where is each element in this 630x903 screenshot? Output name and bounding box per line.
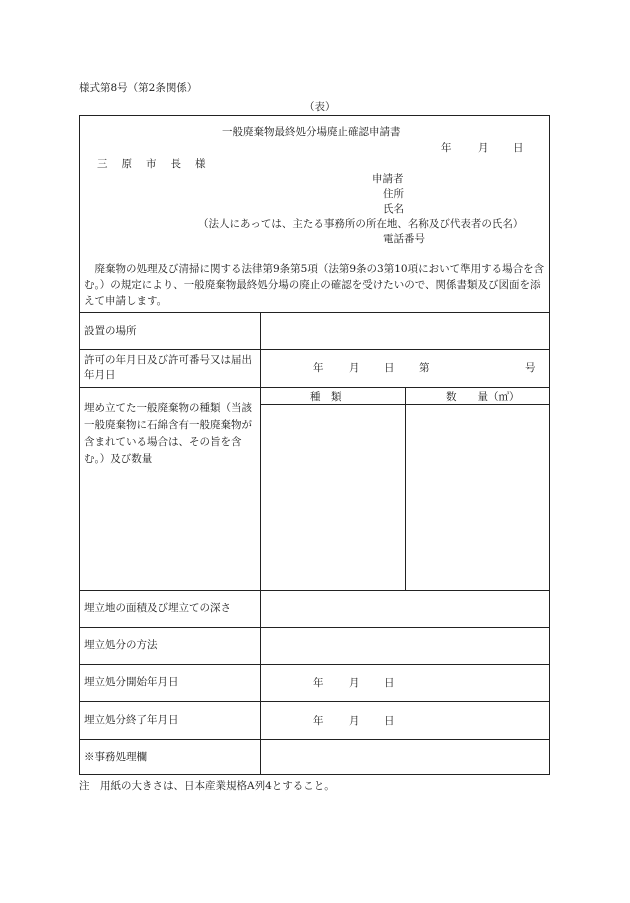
row-start-date-label: 埋立処分開始年月日	[84, 676, 179, 688]
permit-year-label: 年	[313, 362, 324, 374]
office-use-field	[261, 740, 549, 774]
row-divider	[79, 387, 550, 388]
permit-number-suffix: 号	[525, 362, 536, 374]
date-year-label: 年	[441, 142, 452, 154]
waste-type-column-header: 種 類	[310, 391, 342, 403]
permit-field[interactable]	[261, 350, 549, 386]
permit-number-prefix: 第	[419, 362, 430, 374]
side-label: （表）	[304, 101, 336, 113]
end-date-field[interactable]	[261, 702, 549, 738]
form-title: 一般廃棄物最終処分場廃止確認申請書	[222, 126, 401, 138]
applicant-address-label: 住所	[383, 188, 404, 200]
addressee: 三原市長様	[97, 158, 220, 170]
row-area-depth-label: 埋立地の面積及び埋立ての深さ	[84, 602, 231, 614]
start-month-label: 月	[349, 677, 360, 689]
date-month-label: 月	[478, 142, 489, 154]
applicant-label: 申請者	[372, 173, 404, 185]
row-method-label: 埋立処分の方法	[84, 639, 158, 651]
form-id: 様式第8号（第2条関係）	[79, 82, 198, 94]
area-depth-field[interactable]	[261, 591, 549, 626]
start-date-field[interactable]	[261, 665, 549, 700]
method-field[interactable]	[261, 628, 549, 663]
end-year-label: 年	[313, 715, 324, 727]
waste-type-field[interactable]	[261, 405, 404, 589]
footnote: 注 用紙の大きさは、日本産業規格A列4とすること。	[79, 780, 335, 792]
row-permit-label: 許可の年月日及び許可番号又は届出年月日	[84, 354, 252, 381]
row-end-date-label: 埋立処分終了年月日	[84, 714, 179, 726]
start-year-label: 年	[313, 677, 324, 689]
location-field[interactable]	[261, 313, 549, 348]
row-office-use-label: ※事務処理欄	[84, 751, 147, 763]
row-waste-type-label: 埋め立てた一般廃棄物の種類（当該一般廃棄物に石綿含有一般廃棄物が含まれている場合は、その旨を含む。）及び数量	[84, 402, 252, 465]
permit-month-label: 月	[349, 362, 360, 374]
date-day-label: 日	[513, 142, 524, 154]
body-text: 廃棄物の処理及び清掃に関する法律第9条第5項（法第9条の3第10項において準用する場合を含む。）の規定により、一般廃棄物最終処分場の廃止の確認を受けたいので、関係書類及び図面を添えて申請します。	[84, 263, 545, 307]
end-month-label: 月	[349, 715, 360, 727]
end-day-label: 日	[384, 715, 395, 727]
corporate-note: （法人にあっては、主たる事務所の所在地、名称及び代表者の氏名）	[198, 218, 524, 230]
applicant-name-label: 氏名	[383, 203, 404, 215]
waste-quantity-field[interactable]	[406, 405, 549, 589]
start-day-label: 日	[384, 677, 395, 689]
row-location-label: 設置の場所	[84, 325, 137, 337]
applicant-phone-label: 電話番号	[383, 233, 425, 245]
permit-day-label: 日	[384, 362, 395, 374]
waste-quantity-column-header: 数 量（㎥）	[446, 391, 520, 403]
